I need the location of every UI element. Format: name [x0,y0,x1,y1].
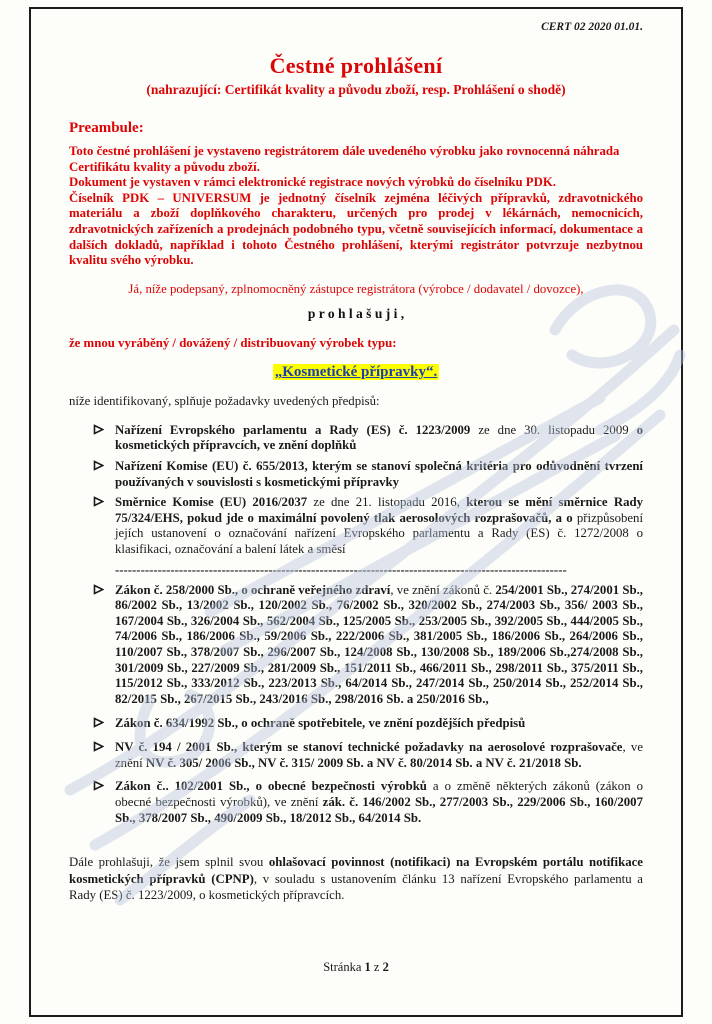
page-footer [29,960,683,975]
text-segment: Směrnice Komise (EU) 2016/2037 [115,495,308,510]
preamble-paragraph-3: Číselník PDK – UNIVERSUM je jednotný číselník zejména léčivých přípravků, zdravotnického materiálu a zboží doplňkového charakteru, určených pro prodej v lékárnách, nemocnicích, zdravotnických zařízeních a prodejnách podobného typu, včetně souvisejících informací, dokumentace a dalších dokladů, například i tohoto Čestného prohlášení, kterými registrátor potvrzuje nezbytnou kvalitu svého výrobku. [69,190,643,268]
preamble-paragraph-1: Toto čestné prohlášení je vystaveno registrátorem dále uvedeného výrobku jako rovnocenná náhrada Certifikátu kvality a původu zboží. [69,144,620,174]
regulation-text [115,716,643,733]
text-segment: NV č. 305/ 2006 Sb., NV č. 315/ 2009 Sb. a NV č. 80/2014 Sb. a NV č. 21/2018 Sb. [145,755,582,770]
regulation-text [115,423,643,454]
regulation-item [93,779,643,826]
document-subtitle: (nahrazující: Certifikát kvality a původu zboží, resp. Prohlášení o shodě) [146,82,566,97]
regulations-group-2 [69,583,643,827]
regulation-text [115,740,643,771]
text-segment: Nařízení Evropského parlamentu a Rady (ES) č. 1223/2009 [115,422,471,437]
text-segment: , v souladu s ustanovením článku 13 nařízení Evropského parlamentu a Rady (ES) č. 1223/2009, o kosmetických přípravcích. [69,871,643,903]
regulation-item [93,495,643,557]
document-title: Čestné prohlášení [269,53,443,78]
regulation-item [93,740,643,771]
arrow-bullet-icon [93,583,115,708]
arrow-bullet-icon [93,779,115,826]
preamble-paragraph-2: Dokument je vystaven v rámci elektronické registrace nových výrobků do číselníku PDK. [69,175,556,190]
regulation-item [93,583,643,708]
product-intro-line: že mnou vyráběný / dovážený / distribuovaný výrobek typu: [69,336,397,351]
arrow-bullet-icon [93,495,115,557]
text-segment: Nařízení Komise (EU) č. 655/2013, kterým se stanoví společná kritéria pro odůvodnění tvrzení používaných v souvislosti s kosmetickými přípravky [115,458,643,489]
text-segment: přizpůsobení jejích ustanovení o označování nařízení Evropského parlamentu a Rady (ES) č. 1272/2008 o klasifikaci, označování a balení látek a směsí [115,510,643,556]
regulation-item [93,423,643,454]
text-segment: Zákon č. 258/2000 Sb., o ochraně veřejného zdraví [115,582,391,597]
text-segment: kterou se mění směrnice Rady 75/324/EHS, pokud jde o maximální povolený tlak aerosolových rozprašovačů, a o [115,495,643,525]
declaration-verb: p r o h l a š u j i , [307,306,405,322]
text-segment: ohlašovací povinnost (notifikaci) na Evropském portálu notifikace kosmetických přípravků (CPNP) [69,855,643,886]
regulation-text [115,779,643,826]
text-segment: o kosmetických přípravcích, ve znění doplňků [115,422,644,453]
text-segment: Stránka [323,960,365,974]
text-segment: 1 [364,960,371,974]
compliance-line: níže identifikovaný, splňuje požadavky uvedených předpisů: [69,394,380,409]
arrow-bullet-icon [93,716,115,733]
regulation-text [115,459,643,490]
text-segment: NV č. 194 / 2001 Sb., kterým se stanoví technické požadavky na aerosolové rozprašovače [115,740,623,755]
text-segment: z [370,960,383,974]
text-segment: ze dne 30. listopadu 2009 [470,422,637,437]
regulation-item [93,716,643,733]
text-segment: 254/2001 Sb., 274/2001 Sb., 86/2002 Sb., 13/2002 Sb., 120/2002 Sb., 76/2002 Sb., 320/2002 Sb., 274/2003 Sb., 356/ 2003 Sb., 167/2004 Sb., 326/2004 Sb., 562/2004 Sb., 125/2005 Sb., 253/2005 Sb., 392/2005 Sb., 444/2005 Sb., 74/2006 Sb., 186/2006 Sb., 59/2006 Sb., 222/2006 Sb., 381/2005 Sb., 186/2006 Sb., 264/2006 Sb., 110/2007 Sb., 378/2007 Sb., 296/2007 Sb., 124/2008 Sb., 130/2008 Sb., 189/2006 Sb.,274/2008 Sb., 301/2009 Sb., 227/2009 Sb., 281/2009 Sb., 151/2011 Sb., 466/2011 Sb., 298/2011 Sb., 375/2011 Sb., 115/2012 Sb., 333/2012 Sb., 223/2013 Sb., 64/2014 Sb., 247/2014 Sb., 250/2014 Sb., 252/2014 Sb., 82/2015 Sb., 267/2015 Sb., 243/2016 Sb., 298/2016 Sb. a 250/2016 Sb., [115,582,643,706]
text-segment: ze dne 21. listopadu 2016, [307,495,467,510]
text-segment: Dále prohlašuji, že jsem splnil svou [69,855,269,870]
declarant-line: Já, níže podepsaný, zplnomocněný zástupce registrátora (výrobce / dodavatel / dovozce), [128,281,584,296]
separator-dashes: ---------------------------------------------------------------------------------------------------------- [115,562,567,577]
text-segment: a o změně některých zákonů (zákon o obecné bezpečnosti výrobků), ve znění [115,779,643,809]
text-segment: zák. č. 146/2002 Sb., 277/2003 Sb., 229/2006 Sb., 160/2007 Sb., 378/2007 Sb., 490/2009 Sb., 18/2012 Sb., 64/2014 Sb. [115,794,643,825]
regulation-item [93,459,643,490]
product-type-highlight: „Kosmetické přípravky“. [274,364,438,381]
regulation-text [115,583,643,708]
preamble-heading: Preambule: [69,120,144,136]
document-code: CERT 02 2020 01.01. [541,21,643,33]
regulation-text [115,495,643,557]
page-content [29,7,683,1017]
text-segment: 2 [382,960,389,974]
text-segment: Zákon č.. 102/2001 Sb., o obecné bezpečnosti výrobků [115,779,427,794]
text-segment: Zákon č. 634/1992 Sb., o ochraně spotřebitele, ve znění pozdějších předpisů [115,715,526,730]
text-segment: , ve znění [115,740,643,770]
arrow-bullet-icon [93,459,115,490]
product-type-line [69,363,643,381]
text-segment: , ve znění zákonů č. [390,582,496,597]
arrow-bullet-icon [93,423,115,454]
arrow-bullet-icon [93,740,115,771]
final-declaration [69,854,643,904]
regulations-group-1 [69,423,643,558]
